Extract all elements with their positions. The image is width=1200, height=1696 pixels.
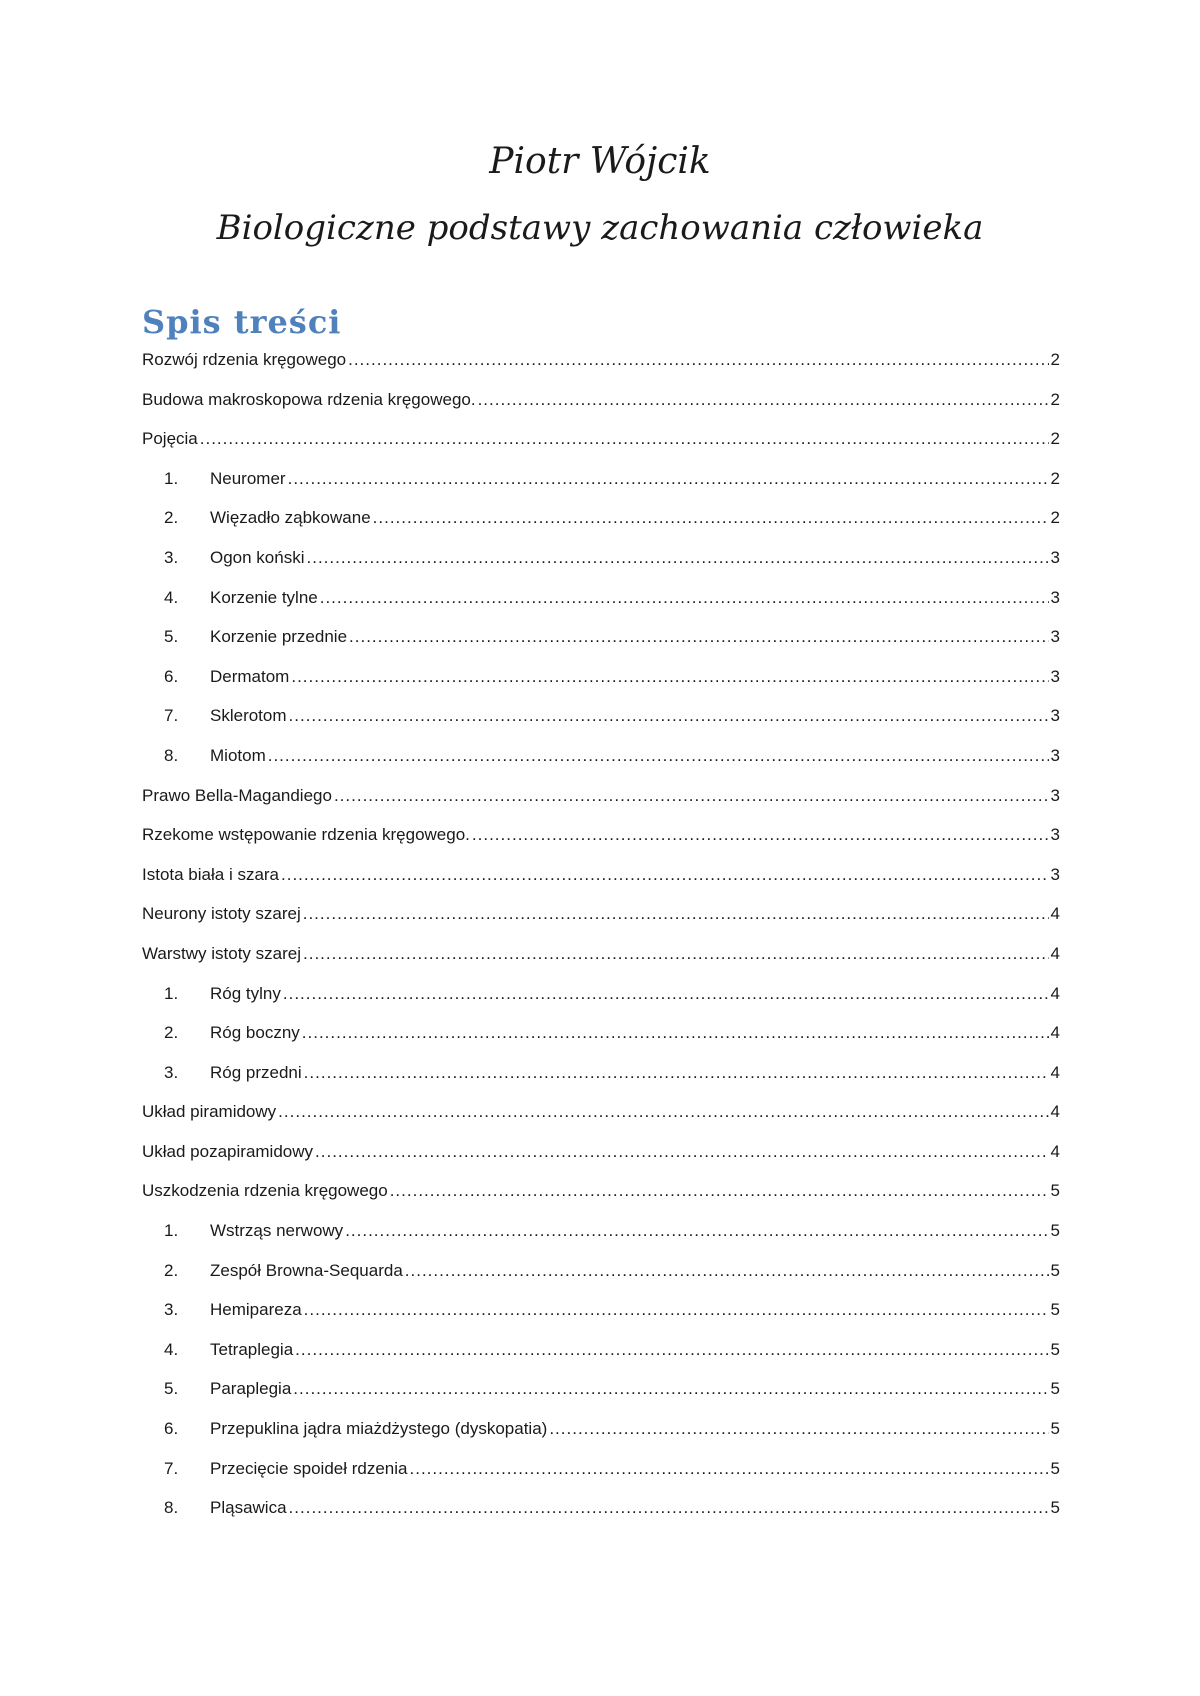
toc-entry-page: 5 bbox=[1050, 1221, 1060, 1241]
toc-entry[interactable] bbox=[142, 736, 1060, 776]
toc-dot-leader bbox=[283, 974, 1049, 1014]
toc-entry-label: Rozwój rdzenia kręgowego bbox=[142, 350, 347, 369]
toc-entry-page: 5 bbox=[1050, 1458, 1060, 1478]
toc-dot-leader bbox=[405, 1251, 1049, 1291]
toc-dot-leader bbox=[320, 578, 1049, 618]
toc-entry-page: 2 bbox=[1050, 508, 1060, 528]
toc-entry[interactable] bbox=[142, 459, 1060, 499]
toc-entry[interactable] bbox=[142, 1409, 1060, 1449]
toc-dot-leader bbox=[304, 1053, 1049, 1093]
toc-entry-label: Przecięcie spoideł rdzenia bbox=[210, 1458, 408, 1478]
toc-entry-page: 5 bbox=[1050, 1498, 1060, 1518]
toc-entry-page: 5 bbox=[1050, 1339, 1060, 1359]
toc-dot-leader bbox=[478, 380, 1049, 420]
toc-entry[interactable] bbox=[142, 894, 1060, 934]
toc-entry-label: Budowa makroskopowa rdzenia kręgowego. bbox=[142, 389, 476, 409]
toc-entry-label: Prawo Bella-Magandiego bbox=[142, 785, 332, 805]
toc-entry-label: Wstrząs nerwowy bbox=[210, 1221, 344, 1241]
toc-entry-page: 3 bbox=[1050, 706, 1060, 726]
toc-entry-number: 8. bbox=[164, 1498, 179, 1518]
toc-dot-leader bbox=[315, 1132, 1049, 1172]
toc-entry-page: 5 bbox=[1050, 1181, 1060, 1201]
toc-entry[interactable] bbox=[142, 419, 1060, 459]
toc-entry-number: 1. bbox=[164, 1221, 179, 1241]
toc-entry[interactable] bbox=[142, 1330, 1060, 1370]
toc-entry-page: 3 bbox=[1050, 547, 1060, 567]
toc-entry-label: Neuromer bbox=[210, 468, 286, 488]
toc-dot-leader bbox=[348, 340, 1048, 380]
toc-entry-label: Warstwy istoty szarej bbox=[142, 943, 302, 963]
toc-entry-number: 2. bbox=[164, 1260, 179, 1280]
toc-entry-label: Róg przedni bbox=[210, 1062, 302, 1082]
toc-entry[interactable] bbox=[142, 974, 1060, 1014]
toc-entry[interactable] bbox=[142, 1251, 1060, 1291]
toc-dot-leader bbox=[288, 459, 1049, 499]
toc-entry-page: 3 bbox=[1050, 627, 1060, 647]
toc-dot-leader bbox=[345, 1211, 1048, 1251]
toc-dot-leader bbox=[472, 815, 1049, 855]
toc-entry-label: Więzadło ząbkowane bbox=[210, 508, 371, 528]
toc-entry-page: 3 bbox=[1050, 666, 1060, 686]
toc-entry-label: Hemipareza bbox=[210, 1300, 302, 1320]
toc-entry-label: Sklerotom bbox=[210, 706, 287, 726]
toc-entry-page: 3 bbox=[1050, 864, 1060, 884]
toc-dot-leader bbox=[293, 1369, 1048, 1409]
toc-dot-leader bbox=[303, 934, 1049, 974]
toc-dot-leader bbox=[303, 894, 1049, 934]
toc-entry-label: Korzenie tylne bbox=[210, 587, 318, 607]
toc-dot-leader bbox=[281, 855, 1049, 895]
toc-dot-leader bbox=[334, 776, 1049, 816]
toc-entry-label: Korzenie przednie bbox=[210, 627, 348, 647]
toc-dot-leader bbox=[291, 657, 1048, 697]
toc-entry-number: 7. bbox=[164, 1458, 179, 1478]
toc-entry[interactable] bbox=[142, 1211, 1060, 1251]
toc-entry-page: 5 bbox=[1050, 1300, 1060, 1320]
toc-entry-label: Układ pozapiramidowy bbox=[142, 1141, 314, 1161]
toc-dot-leader bbox=[278, 1092, 1048, 1132]
toc-dot-leader bbox=[304, 1290, 1049, 1330]
toc-dot-leader bbox=[549, 1409, 1048, 1449]
toc-entry-page: 4 bbox=[1050, 983, 1060, 1003]
toc-entry-page: 3 bbox=[1050, 785, 1060, 805]
toc-entry-page: 2 bbox=[1050, 429, 1060, 449]
toc-entry[interactable] bbox=[142, 1013, 1060, 1053]
toc-entry[interactable] bbox=[142, 1369, 1060, 1409]
toc-entry-label: Dermatom bbox=[210, 666, 290, 686]
toc-dot-leader bbox=[268, 736, 1049, 776]
toc-entry[interactable] bbox=[142, 617, 1060, 657]
toc-entry[interactable] bbox=[142, 1488, 1060, 1528]
toc-entry-label: Istota biała i szara bbox=[142, 864, 280, 884]
toc-entry[interactable] bbox=[142, 380, 1060, 420]
toc-entry-number: 3. bbox=[164, 547, 179, 567]
toc-entry-number: 6. bbox=[164, 666, 179, 686]
toc-entry-number: 4. bbox=[164, 587, 179, 607]
toc-entry[interactable] bbox=[142, 1449, 1060, 1489]
toc-dot-leader bbox=[289, 1488, 1049, 1528]
toc-entry[interactable] bbox=[142, 776, 1060, 816]
toc-entry-page: 5 bbox=[1050, 1419, 1060, 1439]
toc-entry-label: Rzekome wstępowanie rdzenia kręgowego. bbox=[142, 825, 470, 845]
toc-entry[interactable] bbox=[142, 1171, 1060, 1211]
toc-entry-label: Układ piramidowy bbox=[142, 1102, 277, 1122]
toc-entry-number: 1. bbox=[164, 983, 179, 1003]
toc-dot-leader bbox=[349, 617, 1049, 657]
toc-entry[interactable] bbox=[142, 934, 1060, 974]
toc-entry-page: 2 bbox=[1050, 468, 1060, 488]
toc-entry-label: Zespół Browna-Sequarda bbox=[210, 1260, 403, 1280]
toc-entry-label: Neurony istoty szarej bbox=[142, 904, 301, 924]
toc-entry-label: Róg boczny bbox=[210, 1023, 300, 1043]
toc-dot-leader bbox=[307, 538, 1049, 578]
toc-entry[interactable] bbox=[142, 498, 1060, 538]
toc-entry-number: 4. bbox=[164, 1339, 179, 1359]
toc-entry[interactable] bbox=[142, 657, 1060, 697]
toc-entry-number: 1. bbox=[164, 468, 179, 488]
toc-entry[interactable] bbox=[142, 815, 1060, 855]
toc-entry-label: Tetraplegia bbox=[210, 1339, 294, 1359]
toc-entry-page: 4 bbox=[1050, 1141, 1060, 1161]
toc-entry-label: Róg tylny bbox=[210, 983, 281, 1003]
toc-heading: Spis treści bbox=[142, 303, 342, 341]
toc-entry-number: 3. bbox=[164, 1300, 179, 1320]
toc-entry-label: Miotom bbox=[210, 745, 266, 765]
toc-entry-page: 3 bbox=[1050, 825, 1060, 845]
toc-dot-leader bbox=[390, 1171, 1049, 1211]
toc-entry[interactable] bbox=[142, 1132, 1060, 1172]
toc-dot-leader bbox=[302, 1013, 1049, 1053]
toc-entry-page: 4 bbox=[1050, 1023, 1060, 1043]
toc-entry-number: 2. bbox=[164, 1023, 179, 1043]
toc-entry[interactable] bbox=[142, 1290, 1060, 1330]
toc-entry-number: 2. bbox=[164, 508, 179, 528]
toc-entry-label: Paraplegia bbox=[210, 1379, 292, 1399]
toc-entry[interactable] bbox=[142, 538, 1060, 578]
document-title: Biologiczne podstawy zachowania człowieka bbox=[216, 208, 984, 248]
toc-entry-page: 4 bbox=[1050, 904, 1060, 924]
toc-entry-number: 3. bbox=[164, 1062, 179, 1082]
toc-entry-number: 7. bbox=[164, 706, 179, 726]
toc-entry[interactable] bbox=[142, 855, 1060, 895]
toc-entry[interactable] bbox=[142, 1092, 1060, 1132]
toc-entry-label: Pojęcia bbox=[142, 429, 198, 449]
table-of-contents bbox=[142, 340, 1060, 1528]
toc-entry-page: 4 bbox=[1050, 943, 1060, 963]
toc-entry[interactable] bbox=[142, 340, 1060, 380]
toc-entry-page: 5 bbox=[1050, 1379, 1060, 1399]
toc-entry[interactable] bbox=[142, 1053, 1060, 1093]
toc-entry-label: Ogon koński bbox=[210, 547, 305, 567]
toc-entry-label: Pląsawica bbox=[210, 1498, 287, 1518]
toc-dot-leader bbox=[410, 1449, 1049, 1489]
toc-entry-page: 4 bbox=[1050, 1062, 1060, 1082]
toc-dot-leader bbox=[295, 1330, 1048, 1370]
toc-entry-label: Przepuklina jądra miażdżystego (dyskopatia) bbox=[210, 1419, 548, 1439]
toc-entry-number: 8. bbox=[164, 745, 179, 765]
toc-entry[interactable] bbox=[142, 696, 1060, 736]
toc-entry-number: 5. bbox=[164, 1379, 179, 1399]
toc-entry-page: 2 bbox=[1050, 389, 1060, 409]
author-name: Piotr Wójcik bbox=[489, 141, 711, 182]
toc-entry-number: 6. bbox=[164, 1419, 179, 1439]
toc-entry-page: 5 bbox=[1050, 1260, 1060, 1280]
toc-entry[interactable] bbox=[142, 578, 1060, 618]
toc-entry-page: 3 bbox=[1050, 745, 1060, 765]
toc-dot-leader bbox=[289, 696, 1049, 736]
toc-dot-leader bbox=[373, 498, 1049, 538]
toc-entry-page: 2 bbox=[1050, 350, 1060, 369]
toc-entry-number: 5. bbox=[164, 627, 179, 647]
toc-entry-label: Uszkodzenia rdzenia kręgowego bbox=[142, 1181, 388, 1201]
toc-entry-page: 3 bbox=[1050, 587, 1060, 607]
toc-dot-leader bbox=[200, 419, 1049, 459]
toc-entry-page: 4 bbox=[1050, 1102, 1060, 1122]
